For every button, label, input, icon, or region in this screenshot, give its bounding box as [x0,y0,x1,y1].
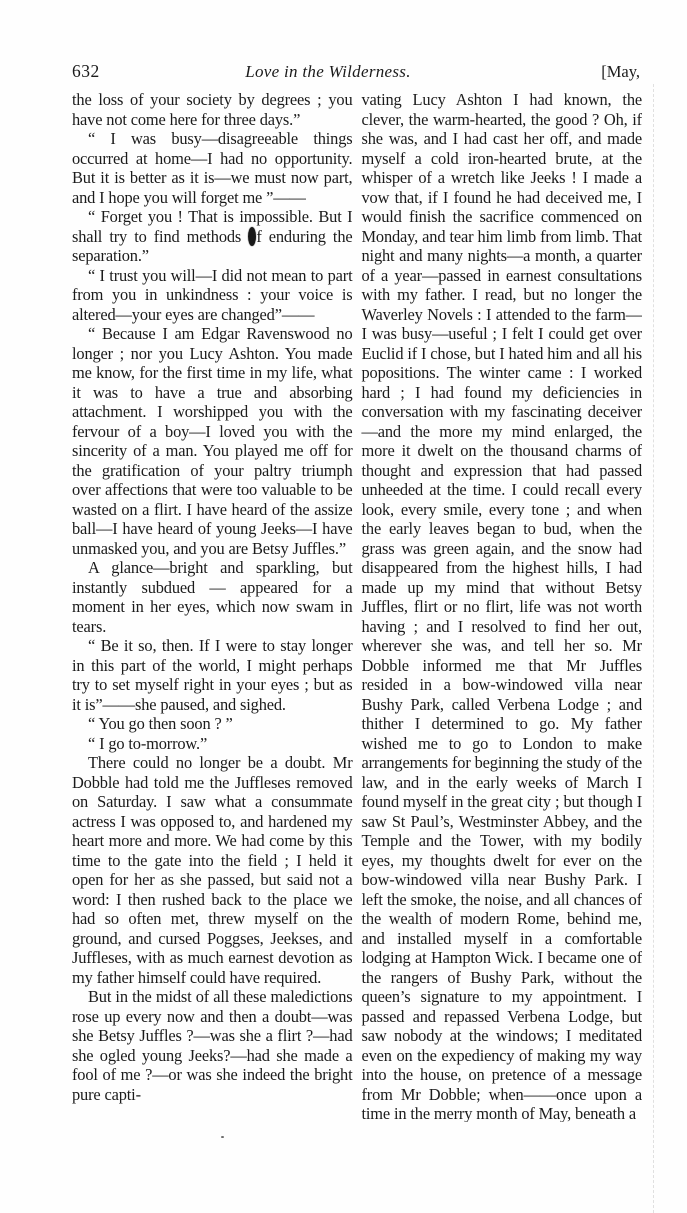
paragraph: “ I trust you will—I did not mean to part from you in unkindness : your voice is altered—your eyes are changed”—— [72,265,353,324]
paragraph: “ Because I am Edgar Ravenswood no longer ; nor you Lucy Ashton. You made me know, for the first time in my life, what it was to have a true and absorbing attachment. I worshipped you with the fervour of a boy—I loved you with the sincerity of a man. You played me off for the gratification of your paltry triumph over affections that were too valuable to be wasted on a flirt. I have heard of the assize ball—I have heard of young Jeeks—I have unmasked you, and you are Betsy Juffles.” [72,324,353,558]
paragraph: “ Be it so, then. If I were to stay longer in this part of the world, I might perhaps try to set myself right in your eyes ; but as it is”——she paused, and sighed. [72,636,353,714]
running-title: Love in the Wilderness. [245,62,411,81]
paragraph: “ You go then soon ? ” [88,714,233,733]
ink-blot: o [248,226,257,246]
ink-speck [221,1136,224,1138]
page-number: 632 [72,61,100,81]
text-columns [72,90,642,1122]
paragraph: A glance—bright and sparkling, but instantly subdued — appeared for a moment in her eyes, which now swam in tears. [72,558,353,636]
paragraph: But in the midst of all these maledictions rose up every now and then a doubt—was she Betsy Juffles ?—was she a flirt ?—had she ogled young Jeeks?—had she made a fool of me ?—or was she indeed the bright pure capti- [72,987,353,1104]
paragraph: There could no longer be a doubt. Mr Dobble had told me the Juffleses removed on Saturday. I saw what a consummate actress I was opposed to, and hardened my heart more and more. We had come by this time to the gate into the field ; I held it open for her as she passed, but said not a word: I then rushed back to the place we had so often met, threw myself on the ground, and cursed Poggses, Jeekses, and Juffleses, with as much earnest devotion as my father himself could have required. [72,753,353,987]
paragraph [72,207,353,266]
paragraph-text: f enduring the separation.” [72,226,353,265]
issue-date: [May, [601,62,640,81]
left-column [72,90,353,1122]
paragraph-text: “ Forget you ! That is impossible. But I shall try to find methods [72,207,353,246]
running-header [72,61,640,82]
paragraph: “ I was busy—disagreeable things occurred at home—I had no opportunity. But it is better as it is—we must now part, and I hope you will forget me ”—— [72,129,353,207]
scan-artifact-edge-line [653,84,654,1213]
paragraph: the loss of your society by degrees ; you have not come here for three days.” [72,90,353,129]
paragraph: “ I go to-morrow.” [88,733,208,753]
right-column [362,90,643,1122]
paragraph: vating Lucy Ashton I had known, the clever, the warm-hearted, the good ? Oh, if she was, and I had cast her off, and made myself a cold iron-hearted brute, at the whisper of a wretch like Jeeks ! I made a vow that, if I found he had deceived me, I would finish the sacrifice commenced on Monday, and tear him limb from limb. That night and many nights—a month, a quarter of a year—passed in earnest consultations with my father. I read, but no longer the Waverley Novels : I attended to the farm—I was busy—useful ; I felt I could get over Euclid if I chose, but I hated him and all his popositions. The winter came : I worked hard ; I had found my deficiencies in conversation with my fascinating deceiver—and the more my mind enlarged, the more it dwelt on the thousand charms of thought and expression that had passed unheeded at the time. I could recall every look, every smile, every tone ; and when the early leaves began to bud, when the grass was green again, and the snow had disappeared from the highest hills, I had made up my mind that without Betsy Juffles, flirt or no flirt, life was not worth having ; and I resolved to find her out, wherever she was, and tell her so. Mr Dobble informed me that Mr Juffles resided in a bow-windowed villa near Bushy Park, called Verbena Lodge ; and thither I determined to go. My father wished me to go to London to make arrangements for beginning the study of the law, and in the early weeks of March I found myself in the great city ; but though I saw St Paul’s, Westminster Abbey, and the Temple and the Tower, with my bodily eyes, my thoughts dwelt for ever on the bow-windowed villa near Bushy Park. I left the smoke, the noise, and all chances of the wealth of modern Rome, behind me, and installed myself in a comfortable lodging at Hampton Wick. I became one of the rangers of Bushy Park, without the queen’s signature to my appointment. I passed and repassed Verbena Lodge, but saw nobody at the windows; I meditated even on the expediency of making my way into the house, on pretence of a message from Mr Dobble; when——once upon a time in the merry month of May, beneath a [361,90,642,1122]
